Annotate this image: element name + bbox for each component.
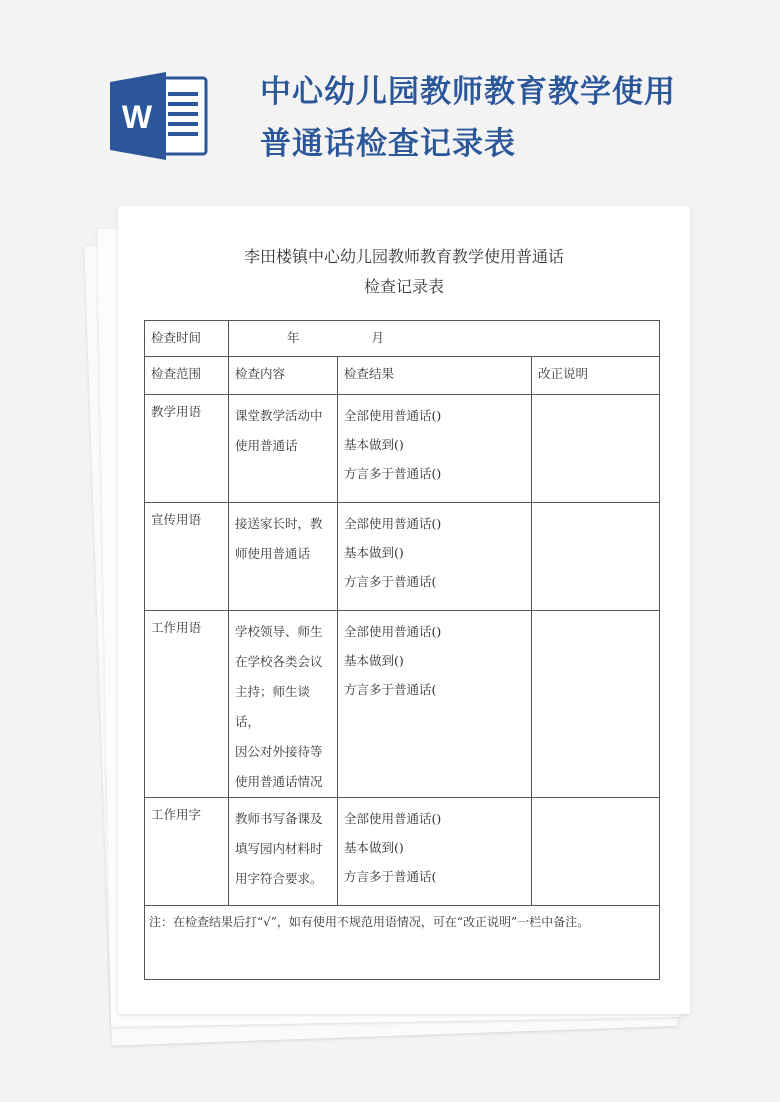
time-value-cell — [229, 321, 660, 357]
result-cell — [338, 503, 532, 611]
header-content: 检查内容 — [235, 366, 286, 381]
content-cell — [229, 503, 338, 611]
result-option: 方言多于普通话( — [344, 869, 437, 884]
month-label: 月 — [371, 330, 384, 345]
time-label-cell — [145, 321, 229, 357]
header-result-cell — [338, 357, 532, 395]
content-line: 在学校各类会议 — [235, 654, 323, 669]
form-title-line-1: 李田楼镇中心幼儿园教师教育教学使用普通话 — [243, 247, 564, 266]
document-title-line-2: 普通话检查记录表 — [260, 126, 516, 162]
scope-text: 教学用语 — [151, 404, 202, 419]
scope-text: 工作用语 — [151, 620, 202, 635]
page-header — [0, 0, 780, 200]
result-option: 方言多于普通话( — [344, 682, 437, 697]
result-option: 全部使用普通话() — [344, 516, 442, 531]
form-title — [118, 242, 690, 302]
form-title-line-2: 检查记录表 — [363, 277, 444, 296]
document-page — [118, 206, 690, 1014]
scope-cell — [145, 395, 229, 503]
result-option: 全部使用普通话() — [344, 811, 442, 826]
result-option: 基本做到() — [344, 437, 404, 452]
correction-cell — [532, 798, 660, 906]
content-line: 因公对外接待等 — [235, 744, 323, 759]
result-cell — [338, 798, 532, 906]
content-cell — [229, 395, 338, 503]
header-correction-cell — [532, 357, 660, 395]
correction-cell — [532, 503, 660, 611]
header-row — [145, 357, 660, 395]
result-option: 基本做到() — [344, 545, 404, 560]
scope-cell — [145, 798, 229, 906]
content-line: 学校领导、师生 — [235, 624, 323, 639]
table-row — [145, 611, 660, 798]
time-row — [145, 321, 660, 357]
word-document-icon — [108, 70, 208, 162]
time-label: 检查时间 — [151, 330, 202, 345]
header-correction: 改正说明 — [538, 366, 589, 381]
scope-cell — [145, 503, 229, 611]
year-label: 年 — [287, 330, 300, 345]
note-cell — [145, 906, 660, 980]
content-line: 课堂教学活动中 — [235, 408, 323, 423]
result-option: 方言多于普通话( — [344, 574, 437, 589]
content-line: 主持；师生谈话， — [235, 684, 311, 729]
table-row — [145, 798, 660, 906]
document-title — [260, 66, 730, 170]
content-line: 教师书写备课及 — [235, 811, 323, 826]
inspection-record-table — [144, 320, 660, 980]
correction-cell — [532, 395, 660, 503]
table-row — [145, 503, 660, 611]
content-line: 填写园内材料时 — [235, 841, 323, 856]
content-line: 使用普通话情况 — [235, 774, 323, 789]
content-cell — [229, 611, 338, 798]
note-text: 注：在检查结果后打“√”，如有使用不规范用语情况，可在“改正说明”一栏中备注。 — [149, 915, 590, 929]
result-option: 全部使用普通话() — [344, 408, 442, 423]
content-line: 使用普通话 — [235, 438, 298, 453]
result-option: 基本做到() — [344, 840, 404, 855]
header-content-cell — [229, 357, 338, 395]
svg-text:W: W — [121, 99, 153, 135]
document-title-line-1: 中心幼儿园教师教育教学使用 — [260, 74, 676, 110]
result-option: 方言多于普通话() — [344, 466, 442, 481]
result-option: 基本做到() — [344, 653, 404, 668]
correction-cell — [532, 611, 660, 798]
result-cell — [338, 395, 532, 503]
note-row — [145, 906, 660, 980]
header-result: 检查结果 — [344, 366, 395, 381]
result-cell — [338, 611, 532, 798]
header-scope-cell — [145, 357, 229, 395]
content-line: 师使用普通话 — [235, 546, 311, 561]
table-row — [145, 395, 660, 503]
scope-text: 宣传用语 — [151, 512, 202, 527]
scope-cell — [145, 611, 229, 798]
scope-text: 工作用字 — [151, 807, 202, 822]
content-cell — [229, 798, 338, 906]
header-scope: 检查范围 — [151, 366, 202, 381]
content-line: 接送家长时，教 — [235, 516, 323, 531]
result-option: 全部使用普通话() — [344, 624, 442, 639]
content-line: 用字符合要求。 — [235, 871, 323, 886]
